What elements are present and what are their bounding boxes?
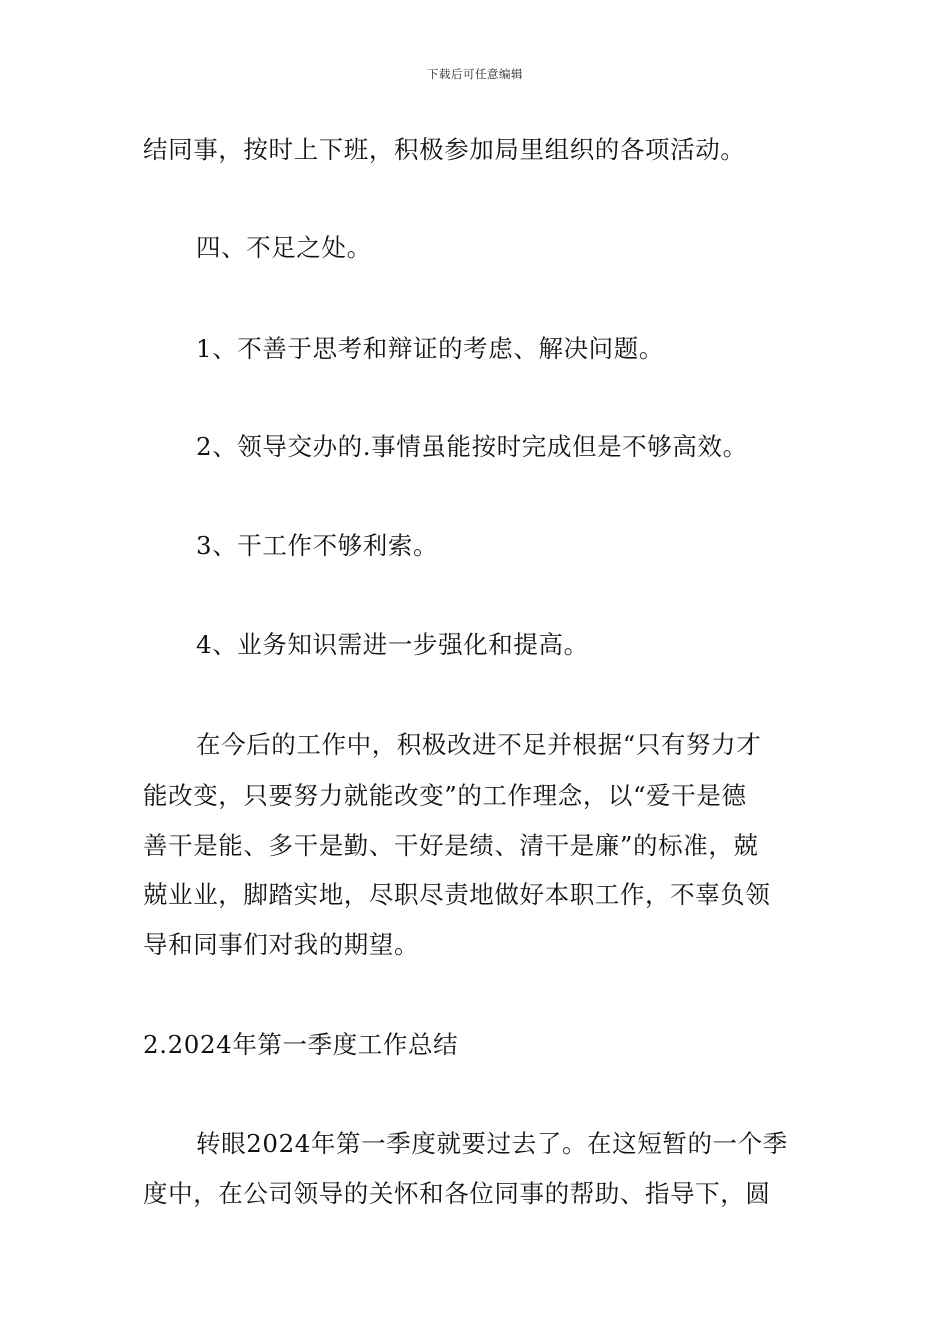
intro-paragraph-line: 转眼2024年第一季度就要过去了。在这短暂的一个季 bbox=[196, 1129, 788, 1158]
list-item: 1、不善于思考和辩证的考虑、解决问题。 bbox=[196, 334, 664, 363]
list-item: 3、干工作不够利索。 bbox=[196, 531, 439, 560]
intro-paragraph-line: 度中，在公司领导的关怀和各位同事的帮助、指导下，圆 bbox=[143, 1179, 771, 1208]
page-header: 下载后可任意编辑 bbox=[427, 67, 523, 81]
closing-paragraph-line: 善干是能、多干是勤、干好是绩、清干是廉”的标准，兢 bbox=[143, 831, 759, 860]
section-heading-q1-summary: 2.2024年第一季度工作总结 bbox=[143, 1030, 459, 1059]
list-item: 2、领导交办的.事情虽能按时完成但是不够高效。 bbox=[196, 432, 748, 461]
list-item: 4、业务知识需进一步强化和提高。 bbox=[196, 630, 589, 659]
section-heading-shortcomings: 四、不足之处。 bbox=[196, 233, 372, 262]
closing-paragraph-line: 在今后的工作中，积极改进不足并根据“只有努力才 bbox=[196, 730, 762, 759]
closing-paragraph-line: 导和同事们对我的期望。 bbox=[143, 930, 420, 959]
closing-paragraph-line: 兢业业，脚踏实地，尽职尽责地做好本职工作，不辜负领 bbox=[143, 880, 771, 909]
closing-paragraph-line: 能改变，只要努力就能改变”的工作理念，以“爱干是德 bbox=[143, 781, 747, 810]
paragraph-continuation: 结同事，按时上下班，积极参加局里组织的各项活动。 bbox=[143, 135, 746, 164]
